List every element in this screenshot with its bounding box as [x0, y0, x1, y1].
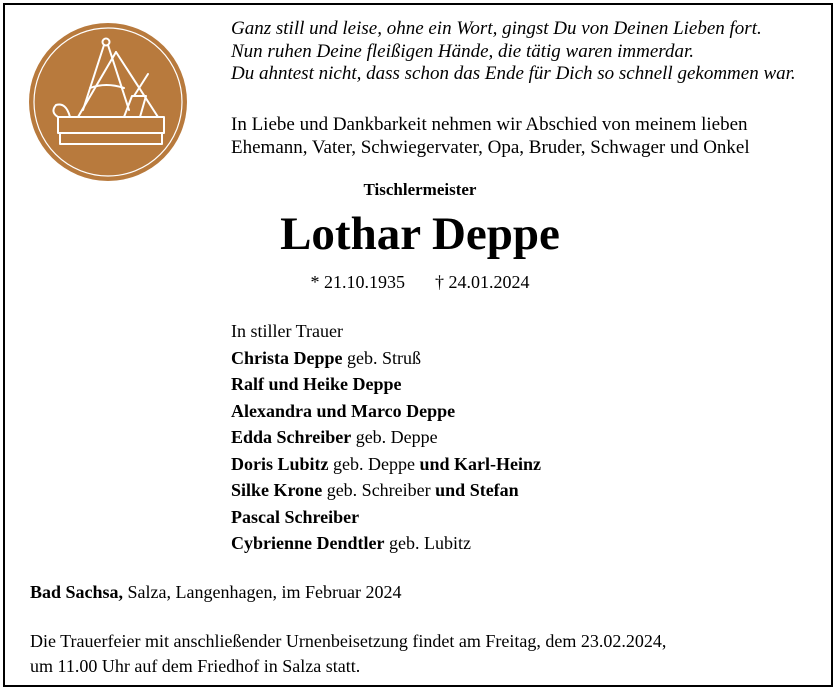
- intro-text: [231, 113, 750, 159]
- mourner-note: geb. Schreiber: [322, 480, 436, 500]
- mourner-note: geb. Deppe: [351, 427, 438, 447]
- mourner-name: Christa Deppe: [231, 347, 343, 368]
- life-dates: [5, 272, 835, 293]
- service-line: Die Trauerfeier mit anschließender Urnenbeisetzung findet am Freitag, dem 23.02.2024,: [30, 631, 667, 651]
- mourner-name: Ralf und Heike Deppe: [231, 374, 402, 394]
- birth-date: * 21.10.1935: [310, 272, 405, 292]
- place-and-date: [30, 582, 401, 603]
- intro-line: In Liebe und Dankbarkeit nehmen wir Abschied von meinem lieben: [231, 114, 748, 135]
- place-rest: Salza, Langenhagen, im Februar 2024: [123, 582, 402, 602]
- obituary-notice: [3, 3, 833, 687]
- mourner-extra: und Stefan: [435, 480, 519, 500]
- mourner-name: Alexandra und Marco Deppe: [231, 400, 456, 421]
- poem: [231, 18, 796, 86]
- poem-line: Nun ruhen Deine fleißigen Hände, die tätig waren immerdar.: [231, 40, 694, 62]
- mourners-list: [231, 318, 541, 557]
- mourner-extra: und Karl-Heinz: [419, 453, 541, 474]
- carpenter-tools-icon: [28, 22, 188, 182]
- mourner-entry: [231, 530, 541, 557]
- mourner-entry: [231, 371, 541, 398]
- profession: Tischlermeister: [363, 180, 477, 199]
- mourner-note: geb. Deppe: [328, 453, 420, 474]
- poem-line: Du ahntest nicht, dass schon das Ende für Dich so schnell gekommen war.: [231, 63, 796, 84]
- mourner-entry: [231, 451, 541, 478]
- mourner-note: geb. Struß: [342, 347, 421, 368]
- mourner-name: Cybrienne Dendtler: [231, 533, 385, 553]
- intro-line: Ehemann, Vater, Schwiegervater, Opa, Bruder, Schwager und Onkel: [231, 137, 750, 158]
- mourner-entry: [231, 345, 541, 372]
- mourner-entry: [231, 504, 541, 531]
- service-info: [30, 629, 666, 679]
- place-bold: Bad Sachsa,: [30, 582, 124, 602]
- mourner-note: geb. Lubitz: [384, 533, 471, 553]
- deceased-name: Lothar Deppe: [280, 208, 560, 260]
- service-line: um 11.00 Uhr auf dem Friedhof in Salza statt.: [30, 656, 361, 676]
- mourner-name: Pascal Schreiber: [231, 506, 360, 527]
- mourner-entry: [231, 398, 541, 425]
- poem-line: Ganz still und leise, ohne ein Wort, gingst Du von Deinen Lieben fort.: [231, 18, 762, 39]
- mourner-entry: [231, 424, 541, 451]
- mourner-entry: [231, 477, 541, 504]
- mourner-name: Edda Schreiber: [231, 427, 352, 447]
- mourners-heading: In stiller Trauer: [231, 321, 343, 341]
- mourner-name: Doris Lubitz: [231, 453, 329, 474]
- mourner-name: Silke Krone: [231, 480, 323, 500]
- death-date: † 24.01.2024: [435, 272, 530, 292]
